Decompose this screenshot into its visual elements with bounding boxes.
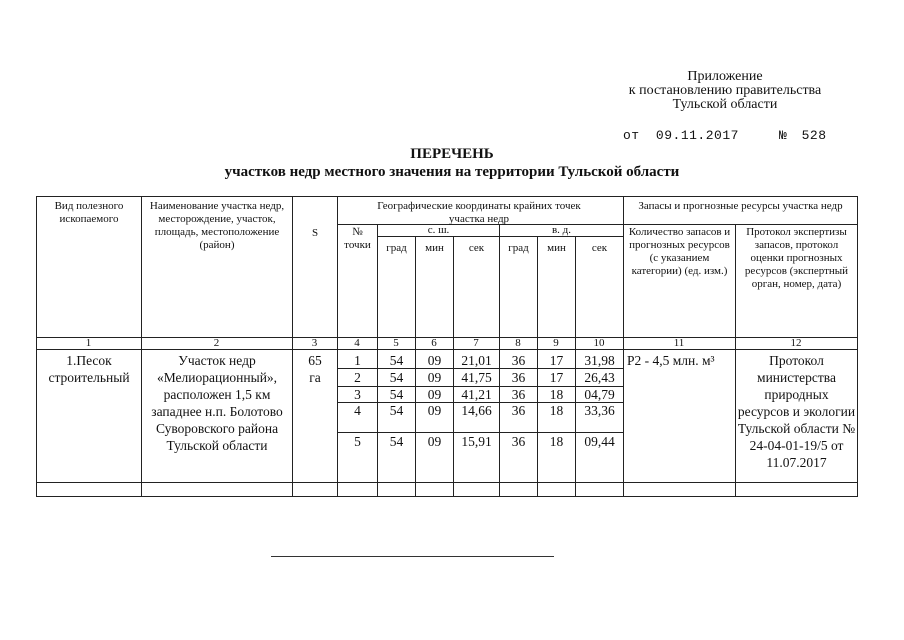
appendix-line-2: к постановлению правительства	[628, 83, 822, 98]
lon-seconds: 33,36	[584, 403, 615, 418]
cell-site: Участок недр «Мелиорационный», расположен 1,5 км западнее н.п. Болотово Суворовского района Тульской области	[151, 353, 283, 453]
header-mineral-type: Вид полезного ископаемого	[54, 200, 124, 225]
cell-mineral: 1.Песок строительный	[48, 353, 130, 385]
lon-seconds: 04,79	[584, 387, 615, 402]
footer-divider	[271, 556, 554, 557]
column-number: 6	[431, 337, 437, 349]
appendix-line-1: Приложение	[687, 69, 763, 84]
header-lon-degrees: град	[508, 242, 529, 254]
lat-minutes: 09	[427, 434, 442, 449]
lon-minutes: 18	[549, 387, 564, 402]
lat-seconds: 14,66	[461, 403, 492, 418]
point-number: 3	[354, 387, 361, 402]
lon-seconds: 09,44	[584, 434, 615, 449]
lon-degrees: 36	[511, 370, 526, 385]
column-number: 10	[593, 337, 605, 349]
cell-area-unit: га	[309, 370, 321, 385]
column-number: 8	[515, 337, 521, 349]
decree-number-group	[779, 128, 827, 143]
lon-minutes: 18	[549, 403, 564, 418]
header-latitude: с. ш.	[427, 224, 450, 236]
lat-degrees: 54	[389, 353, 404, 368]
header-expert-protocol: Протокол экспертизы запасов, протокол оценки прогнозных ресурсов (экспертный орган, номер, дата)	[744, 226, 849, 290]
table-border-right	[857, 196, 858, 497]
header-lat-seconds: сек	[468, 242, 485, 254]
header-point-number: № точки	[344, 226, 371, 251]
column-number: 9	[553, 337, 559, 349]
lat-minutes: 09	[427, 370, 442, 385]
lat-minutes: 09	[427, 387, 442, 402]
header-lat-minutes: мин	[425, 242, 444, 254]
grid-line	[623, 224, 858, 225]
lat-seconds: 21,01	[461, 353, 492, 368]
header-lon-minutes: мин	[547, 242, 566, 254]
document-subtitle: участков недр местного значения на территории Тульской области	[224, 164, 680, 180]
point-number: 5	[354, 434, 361, 449]
lat-seconds: 15,91	[461, 434, 492, 449]
lon-minutes: 18	[549, 434, 564, 449]
column-number: 2	[213, 337, 220, 349]
point-number: 4	[354, 403, 361, 418]
column-number: 4	[354, 337, 360, 349]
date-prefix: от	[623, 128, 640, 143]
column-number: 7	[473, 337, 479, 349]
header-reserves: Запасы и прогнозные ресурсы участка недр	[638, 200, 843, 212]
header-site-name: Наименование участка недр, месторождение, участок, площадь, местоположение (район)	[149, 200, 285, 251]
cell-protocol: Протокол министерства природных ресурсов и экологии Тульской области № 24-04-01-19/5 от 11.07.2017	[737, 353, 856, 470]
appendix-line-3: Тульской области	[672, 97, 778, 112]
header-lon-seconds: сек	[591, 242, 608, 254]
column-number: 1	[85, 337, 92, 349]
header-reserves-quantity: Количество запасов и прогнозных ресурсов (с указанием категории) (ед. изм.)	[628, 226, 731, 277]
lat-minutes: 09	[427, 403, 442, 418]
lat-seconds: 41,75	[461, 370, 492, 385]
lat-degrees: 54	[389, 387, 404, 402]
column-number: 12	[790, 337, 802, 349]
point-number: 1	[354, 353, 361, 368]
number-prefix: №	[779, 128, 788, 143]
lat-degrees: 54	[389, 370, 404, 385]
column-number: 5	[393, 337, 399, 349]
lon-degrees: 36	[511, 403, 526, 418]
decree-number: 528	[801, 128, 827, 143]
lon-minutes: 17	[549, 353, 564, 368]
table-border-top	[36, 196, 858, 197]
lon-minutes: 17	[549, 370, 564, 385]
decree-date-number	[623, 128, 827, 143]
decree-date: 09.11.2017	[655, 128, 739, 143]
lat-minutes: 09	[427, 353, 442, 368]
document-title: ПЕРЕЧЕНЬ	[410, 146, 494, 162]
lon-seconds: 26,43	[584, 370, 615, 385]
header-longitude: в. д.	[551, 224, 572, 236]
header-lat-degrees: град	[386, 242, 407, 254]
lat-degrees: 54	[389, 434, 404, 449]
cell-reserves: Р2 - 4,5 млн. м³	[627, 353, 715, 368]
appendix-block	[600, 70, 850, 112]
lon-degrees: 36	[511, 434, 526, 449]
lat-seconds: 41,21	[461, 387, 492, 402]
lon-degrees: 36	[511, 387, 526, 402]
point-number: 2	[354, 370, 361, 385]
lon-seconds: 31,98	[584, 353, 615, 368]
column-number: 3	[311, 337, 318, 349]
header-geo-coordinates: Географические координаты крайних точек участка недр	[377, 200, 581, 225]
lon-degrees: 36	[511, 353, 526, 368]
cell-area-value: 65	[308, 353, 322, 368]
lat-degrees: 54	[389, 403, 404, 418]
column-number: 11	[673, 337, 685, 349]
subsoil-table	[36, 196, 858, 497]
header-area: S	[311, 227, 319, 239]
